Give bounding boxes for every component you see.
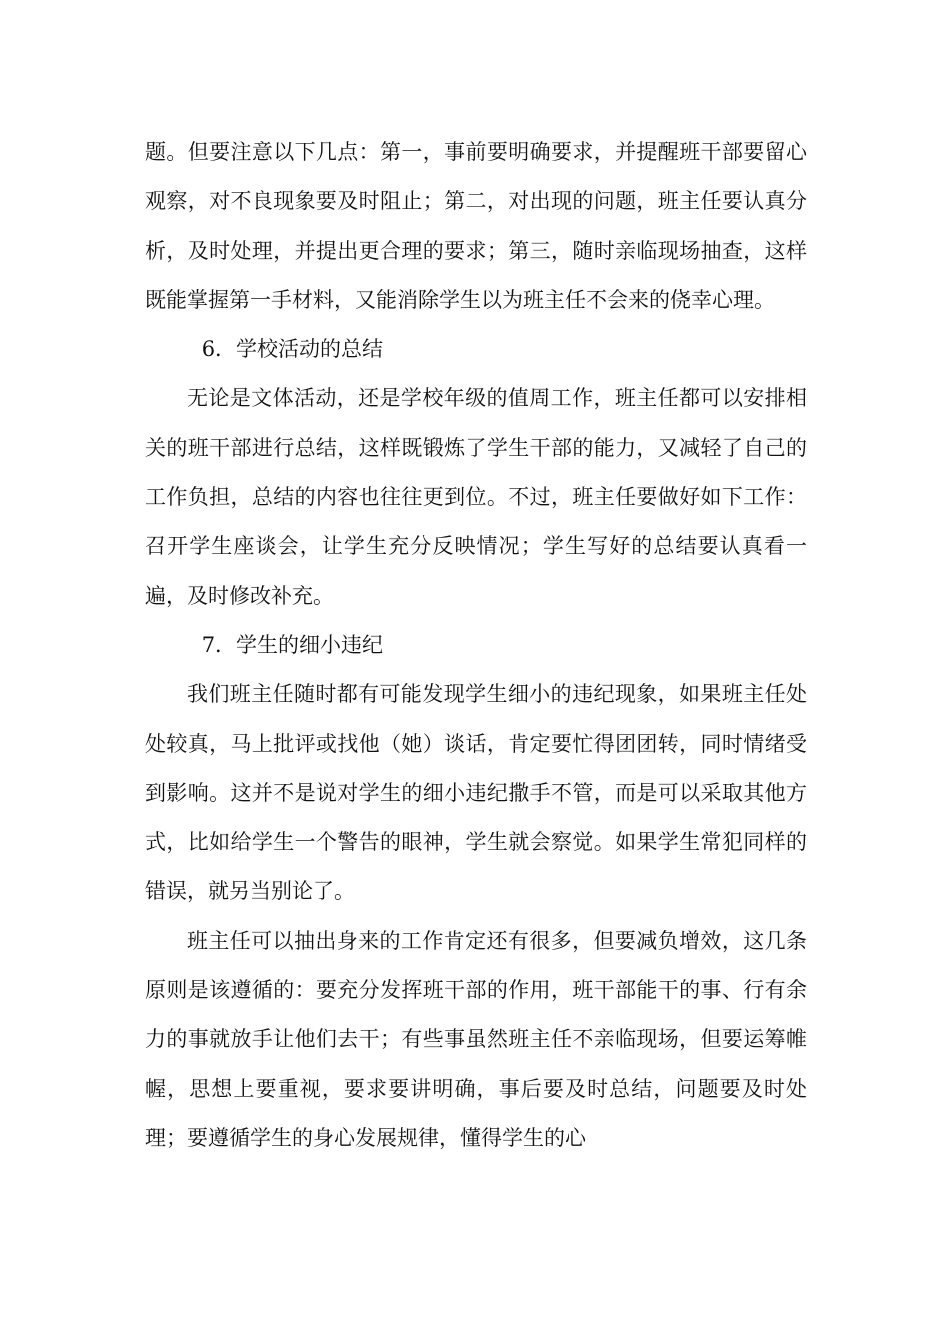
section-heading-7: 7．学生的细小违纪 bbox=[201, 632, 384, 657]
section-heading-6: 6．学校活动的总结 bbox=[201, 337, 384, 362]
document-body bbox=[145, 128, 807, 1163]
paragraph-continuation: 题。但要注意以下几点：第一，事前要明确要求，并提醒班干部要留心观察，对不良现象要及时阻止；第二，对出现的问题，班主任要认真分析，及时处理，并提出更合理的要求；第三，随时亲临现场抽查，这样既能掌握第一手材料，又能消除学生以为班主任不会来的侥幸心理。 bbox=[145, 140, 807, 312]
paragraph-principles: 班主任可以抽出身来的工作肯定还有很多，但要减负增效，这几条原则是该遵循的：要充分发挥班干部的作用，班干部能干的事、行有余力的事就放手让他们去干；有些事虽然班主任不亲临现场，但要运筹帷幄，思想上要重视，要求要讲明确，事后要及时总结，问题要及时处理；要遵循学生的身心发展规律，懂得学生的心 bbox=[145, 928, 807, 1150]
paragraph-activity-summary: 无论是文体活动，还是学校年级的值周工作，班主任都可以安排相关的班干部进行总结，这样既锻炼了学生干部的能力，又减轻了自己的工作负担，总结的内容也往往更到位。不过，班主任要做好如下工作：召开学生座谈会，让学生充分反映情况；学生写好的总结要认真看一遍，及时修改补充。 bbox=[145, 386, 807, 608]
paragraph-minor-violations: 我们班主任随时都有可能发现学生细小的违纪现象，如果班主任处处较真，马上批评或找他（她）谈话，肯定要忙得团团转，同时情绪受到影响。这并不是说对学生的细小违纪撒手不管，而是可以采取其他方式，比如给学生一个警告的眼神，学生就会察觉。如果学生常犯同样的错误，就另当别论了。 bbox=[145, 682, 807, 904]
